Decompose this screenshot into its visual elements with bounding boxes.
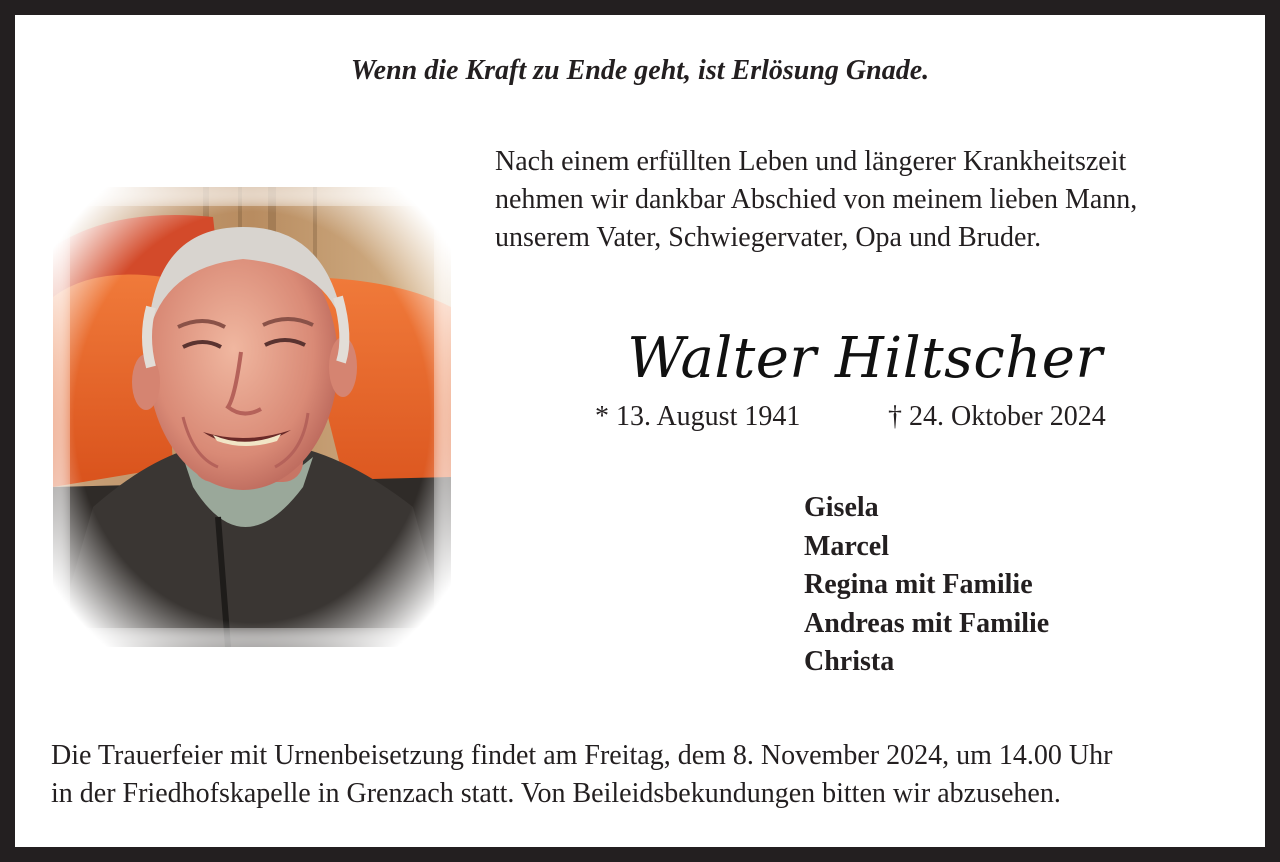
intro-text xyxy=(495,143,1240,257)
portrait-photo xyxy=(53,187,451,647)
mourner-name: Christa xyxy=(804,646,895,677)
birth-date: * 13. August 1941 xyxy=(595,401,801,432)
funeral-line: Die Trauerfeier mit Urnenbeisetzung findet am Freitag, dem 8. November 2024, um 14.00 Uhr xyxy=(51,740,1113,771)
intro-line: unserem Vater, Schwiegervater, Opa und Bruder. xyxy=(495,222,1042,253)
intro-line: Nach einem erfüllten Leben und längerer Krankheitszeit xyxy=(495,146,1127,177)
intro-line: nehmen wir dankbar Abschied von meinem lieben Mann, xyxy=(495,184,1138,215)
motto: Wenn die Kraft zu Ende geht, ist Erlösung Gnade. xyxy=(350,55,930,86)
death-date: † 24. Oktober 2024 xyxy=(888,401,1106,432)
mourners-list xyxy=(804,489,1049,682)
funeral-line: in der Friedhofskapelle in Grenzach statt. Von Beileidsbekundungen bitten wir abzusehen. xyxy=(51,778,1061,809)
mourner-name: Regina mit Familie xyxy=(804,569,1033,600)
deceased-name: Walter Hiltscher xyxy=(627,326,1103,391)
mourner-name: Gisela xyxy=(804,492,879,523)
mourner-name: Andreas mit Familie xyxy=(804,607,1050,639)
mourner-name: Marcel xyxy=(804,530,889,562)
obituary-card xyxy=(15,15,1265,847)
funeral-notice xyxy=(51,737,1251,813)
